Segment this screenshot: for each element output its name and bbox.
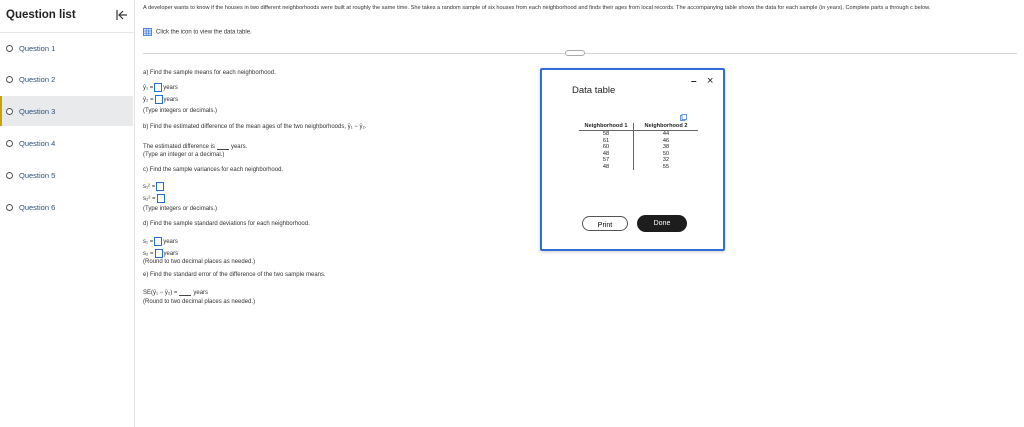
y2-row xyxy=(143,95,178,104)
collapse-sidebar-icon[interactable] xyxy=(115,8,129,22)
status-circle-icon xyxy=(6,204,13,211)
status-circle-icon xyxy=(6,45,13,52)
part-a-prompt: a) Find the sample means for each neighborhood. xyxy=(143,70,276,76)
part-c-hint: (Type integers or decimals.) xyxy=(143,206,218,212)
y2-label: ȳ₂ = xyxy=(143,97,154,104)
question-item-6[interactable] xyxy=(0,192,133,222)
copy-icon[interactable] xyxy=(680,114,687,121)
s2sq-input[interactable] xyxy=(157,194,165,203)
table-cell: 57 xyxy=(579,157,634,164)
table-icon[interactable] xyxy=(143,28,152,36)
s1-row xyxy=(143,237,178,246)
status-circle-icon xyxy=(6,108,13,115)
y2-unit: years xyxy=(163,97,179,104)
s2sq-label: s₂² = xyxy=(143,196,156,203)
s1sq-input[interactable] xyxy=(156,182,164,191)
view-data-link[interactable] xyxy=(143,28,252,36)
print-button[interactable]: Print xyxy=(582,216,628,231)
table-row xyxy=(579,164,698,171)
status-circle-icon xyxy=(6,140,13,147)
s1-input[interactable] xyxy=(154,237,162,246)
se-row xyxy=(143,288,208,296)
question-list-header xyxy=(0,0,134,33)
data-table-modal xyxy=(540,68,725,251)
se-label: SE(ȳ₁ − ȳ₂) = xyxy=(143,290,178,296)
close-icon[interactable]: × xyxy=(707,75,714,87)
part-b-hint: (Type an integer or a decimal.) xyxy=(143,152,225,158)
table-row xyxy=(579,131,698,138)
table-cell: 50 xyxy=(662,150,670,157)
table-cell: 44 xyxy=(662,131,670,137)
question-label: Question 5 xyxy=(19,170,56,180)
question-list-sidebar xyxy=(0,0,135,427)
s2-row xyxy=(143,249,178,258)
col-header-neighborhood-2: Neighborhood 2 xyxy=(634,123,699,131)
table-cell: 32 xyxy=(662,157,670,163)
view-data-text: Click the icon to view the data table. xyxy=(156,29,252,36)
s2sq-row xyxy=(143,194,166,203)
question-label: Question 4 xyxy=(19,138,56,148)
y1-unit: years xyxy=(163,85,178,92)
part-b-prompt: b) Find the estimated difference of the mean ages of the two neighborhoods, ȳ₁ − ȳ₂. xyxy=(143,124,367,130)
expand-handle[interactable] xyxy=(565,50,585,56)
table-cell: 58 xyxy=(579,131,634,138)
question-item-5[interactable] xyxy=(0,160,133,190)
table-cell: 55 xyxy=(662,163,670,170)
part-d-hint: (Round to two decimal places as needed.) xyxy=(143,259,256,265)
table-cell: 48 xyxy=(579,151,634,158)
table-cell: 61 xyxy=(579,138,634,145)
question-item-3[interactable] xyxy=(0,96,133,126)
diff-row xyxy=(143,142,247,150)
s1sq-label: s₁² = xyxy=(143,184,156,191)
question-item-1[interactable] xyxy=(0,33,133,63)
s1sq-row xyxy=(143,182,165,191)
table-cell: 48 xyxy=(579,164,634,171)
status-circle-icon xyxy=(6,172,13,179)
table-cell: 60 xyxy=(579,144,634,151)
se-unit: years xyxy=(193,290,209,296)
done-button[interactable]: Done xyxy=(637,215,687,232)
problem-intro: A developer wants to know if the houses in two different neighborhoods were built at roughly the same time. She takes a random sample of six houses from each neighborhood and finds their ages from local records. The accompanying table shows the data for each sample (in years). Complete parts a through c below. xyxy=(143,5,931,11)
part-c-prompt: c) Find the sample variances for each neighborhood. xyxy=(143,167,284,173)
s2-label: s₂ = xyxy=(143,251,154,258)
question-label: Question 6 xyxy=(19,202,56,212)
part-e-prompt: e) Find the standard error of the difference of the two sample means. xyxy=(143,272,326,278)
s1-unit: years xyxy=(163,239,178,246)
question-item-4[interactable] xyxy=(0,128,133,158)
part-d-prompt: d) Find the sample standard deviations for each neighborhood. xyxy=(143,221,310,227)
y1-row xyxy=(143,83,178,92)
s2-unit: years xyxy=(163,251,179,258)
s1-label: s₁ = xyxy=(143,239,154,246)
y1-input[interactable] xyxy=(154,83,162,92)
status-circle-icon xyxy=(6,76,13,83)
col-header-neighborhood-1: Neighborhood 1 xyxy=(579,123,634,131)
data-table xyxy=(579,123,698,170)
question-label: Question 3 xyxy=(19,106,56,116)
modal-title: Data table xyxy=(572,85,616,96)
diff-unit: years. xyxy=(230,144,248,150)
minimize-icon[interactable]: – xyxy=(691,76,697,87)
s2-input[interactable] xyxy=(155,249,163,258)
diff-input[interactable] xyxy=(217,142,229,150)
part-a-hint: (Type integers or decimals.) xyxy=(143,108,218,114)
y1-label: ȳ₁ = xyxy=(143,85,154,92)
table-cell: 38 xyxy=(662,144,670,150)
question-item-2[interactable] xyxy=(0,64,133,94)
part-e-hint: (Round to two decimal places as needed.) xyxy=(143,299,256,305)
y2-input[interactable] xyxy=(155,95,163,104)
question-list-title: Question list xyxy=(6,9,76,21)
question-label: Question 2 xyxy=(19,74,56,84)
table-cell: 46 xyxy=(662,137,670,144)
question-label: Question 1 xyxy=(19,43,56,53)
se-input[interactable] xyxy=(179,288,191,296)
diff-label: The estimated difference is xyxy=(143,144,215,150)
